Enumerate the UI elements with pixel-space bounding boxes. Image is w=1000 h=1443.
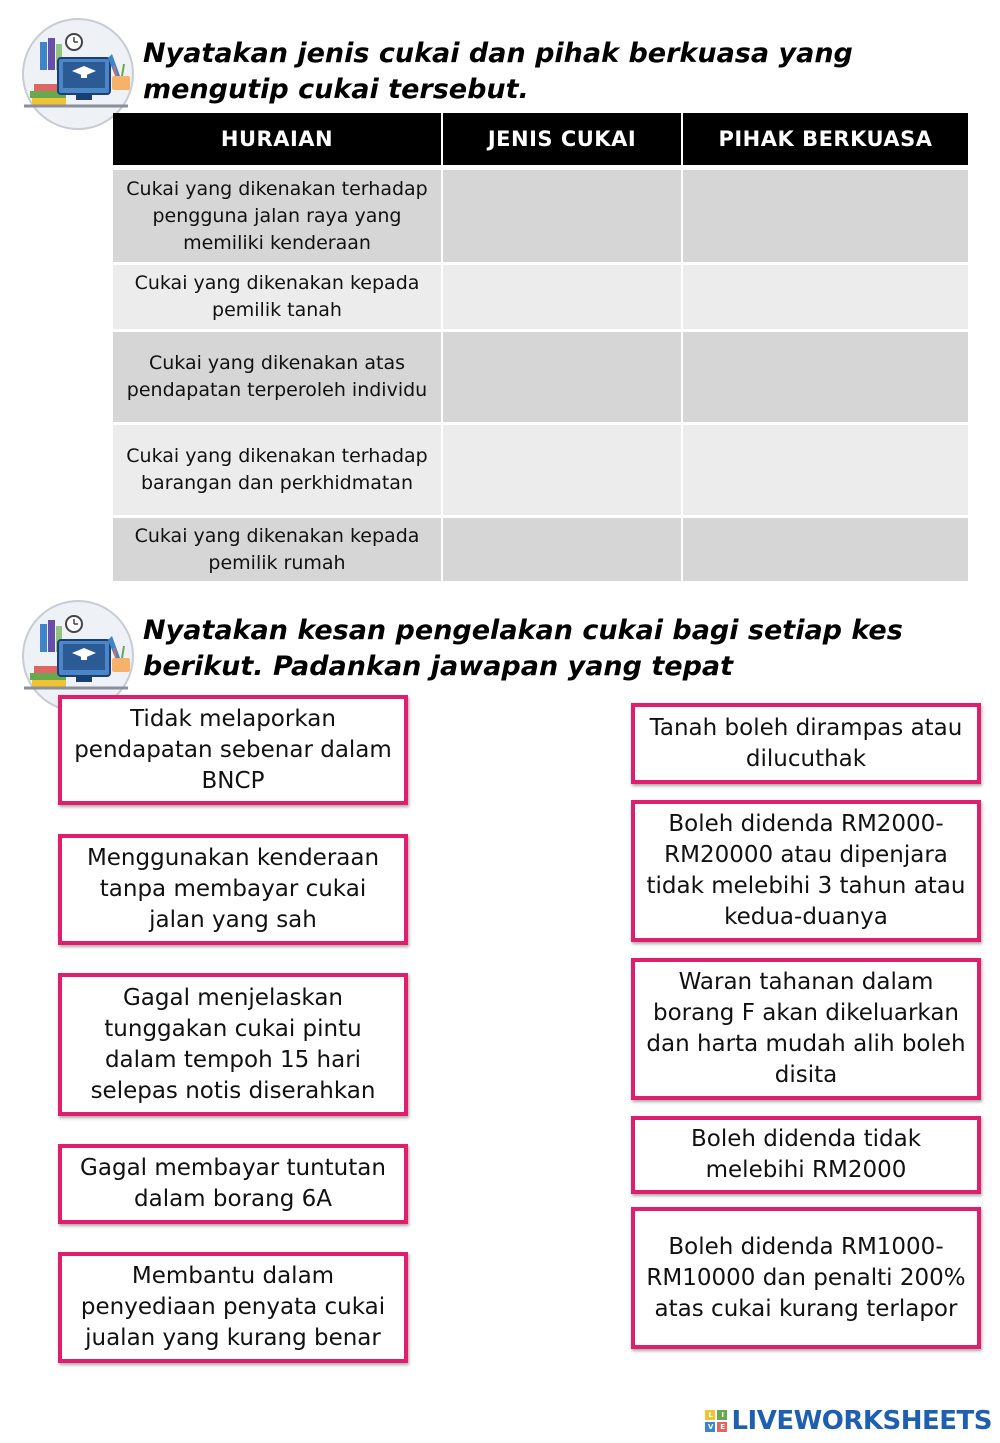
match-right-item[interactable]: Boleh didenda RM2000-RM20000 atau dipenjara tidak melebihi 3 tahun atau kedua-duanya xyxy=(631,800,981,942)
huraian-cell: Cukai yang dikenakan atas pendapatan terperoleh individu xyxy=(113,332,443,422)
pihak-berkuasa-answer-input[interactable] xyxy=(683,170,968,262)
pihak-berkuasa-answer-input[interactable] xyxy=(683,265,968,329)
match-left-item[interactable]: Gagal menjelaskan tunggakan cukai pintu dalam tempoh 15 hari selepas notis diserahkan xyxy=(58,973,408,1116)
liveworksheets-mark-icon xyxy=(705,1410,727,1432)
section-2-title: Nyatakan kesan pengelakan cukai bagi setiap kes berikut. Padankan jawapan yang tepat xyxy=(143,615,903,682)
match-left-item[interactable]: Menggunakan kenderaan tanpa membayar cukai jalan yang sah xyxy=(58,834,408,945)
match-right-item[interactable]: Boleh didenda RM1000-RM10000 dan penalti 200% atas cukai kurang terlapor xyxy=(631,1207,981,1349)
column-header-jenis-cukai: JENIS CUKAI xyxy=(443,113,683,165)
pihak-berkuasa-answer-input[interactable] xyxy=(683,332,968,422)
huraian-cell: Cukai yang dikenakan terhadap pengguna jalan raya yang memiliki kenderaan xyxy=(113,170,443,262)
mark-letter: V xyxy=(705,1422,715,1432)
match-left-item[interactable]: Tidak melaporkan pendapatan sebenar dalam BNCP xyxy=(58,695,408,805)
jenis-cukai-answer-input[interactable] xyxy=(443,518,683,581)
match-left-item[interactable]: Gagal membayar tuntutan dalam borang 6A xyxy=(58,1144,408,1224)
column-header-huraian: HURAIAN xyxy=(113,113,443,165)
table-header-row xyxy=(113,113,968,165)
table-row xyxy=(113,329,968,422)
jenis-cukai-answer-input[interactable] xyxy=(443,425,683,515)
pihak-berkuasa-answer-input[interactable] xyxy=(683,518,968,581)
match-right-item[interactable]: Waran tahanan dalam borang F akan dikeluarkan dan harta mudah alih boleh disita xyxy=(631,958,981,1100)
mark-letter: L xyxy=(705,1410,715,1420)
column-header-pihak-berkuasa: PIHAK BERKUASA xyxy=(683,113,968,165)
huraian-cell: Cukai yang dikenakan terhadap barangan dan perkhidmatan xyxy=(113,425,443,515)
section-1-title: Nyatakan jenis cukai dan pihak berkuasa yang mengutip cukai tersebut. xyxy=(143,38,853,105)
tax-table xyxy=(113,113,968,581)
table-row xyxy=(113,515,968,581)
table-row xyxy=(113,262,968,329)
jenis-cukai-answer-input[interactable] xyxy=(443,332,683,422)
jenis-cukai-answer-input[interactable] xyxy=(443,265,683,329)
liveworksheets-logo xyxy=(705,1406,992,1436)
table-row xyxy=(113,422,968,515)
match-left-item[interactable]: Membantu dalam penyediaan penyata cukai jualan yang kurang benar xyxy=(58,1252,408,1363)
huraian-cell: Cukai yang dikenakan kepada pemilik rumah xyxy=(113,518,443,581)
mark-letter: I xyxy=(717,1410,727,1420)
table-row xyxy=(113,165,968,262)
jenis-cukai-answer-input[interactable] xyxy=(443,170,683,262)
match-right-item[interactable]: Tanah boleh dirampas atau dilucuthak xyxy=(631,703,981,784)
pihak-berkuasa-answer-input[interactable] xyxy=(683,425,968,515)
match-right-item[interactable]: Boleh didenda tidak melebihi RM2000 xyxy=(631,1116,981,1194)
mark-letter: E xyxy=(717,1422,727,1432)
brand-name: LIVEWORKSHEETS xyxy=(731,1406,992,1436)
huraian-cell: Cukai yang dikenakan kepada pemilik tanah xyxy=(113,265,443,329)
